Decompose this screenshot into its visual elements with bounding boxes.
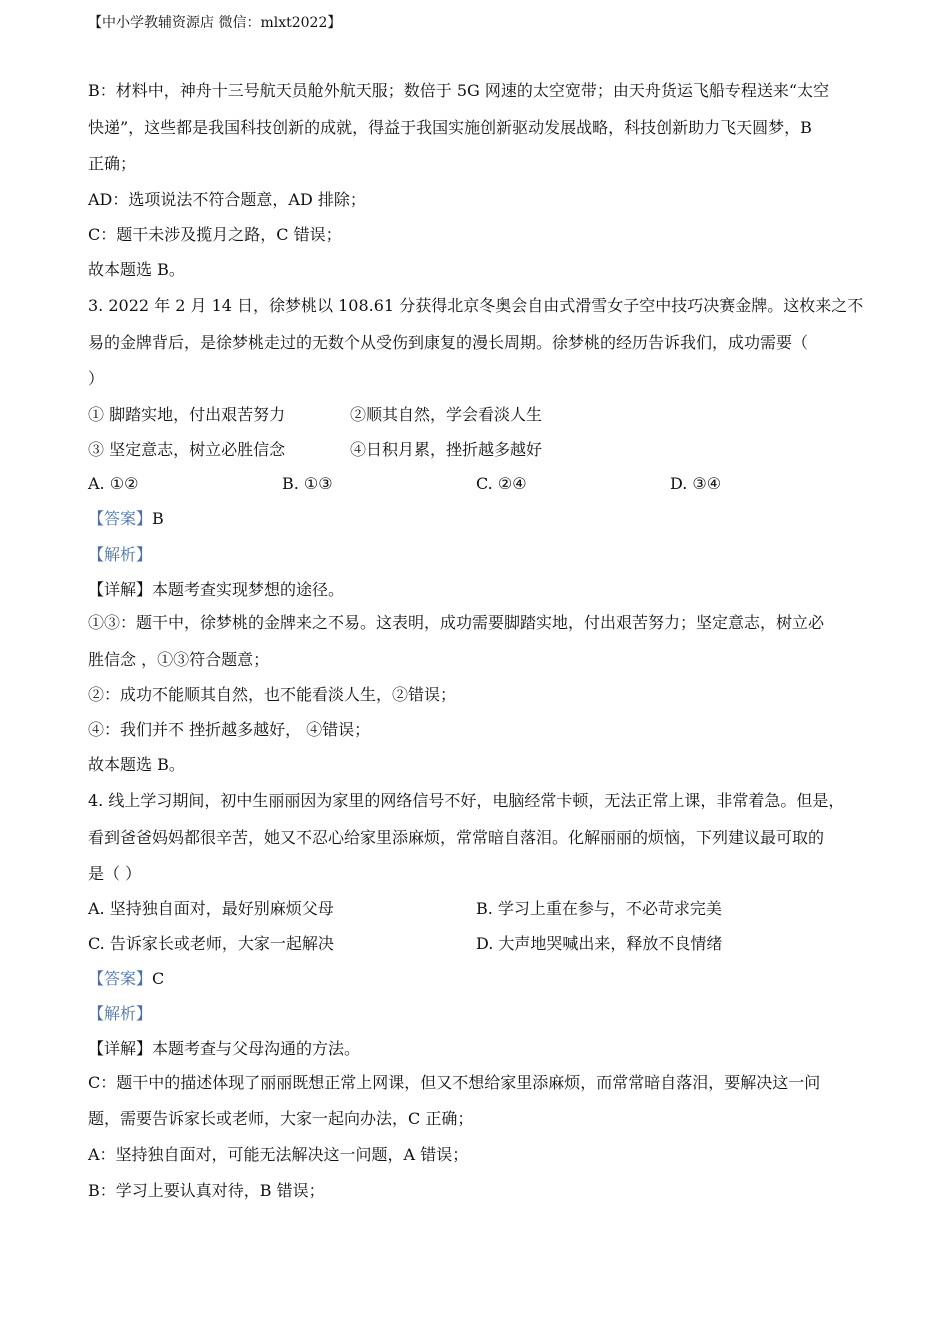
q4-option-c: C. 告诉家长或老师，大家一起解决 xyxy=(88,934,334,953)
q4-stem-line1: 4. 线上学习期间，初中生丽丽因为家里的网络信号不好，电脑经常卡顿，无法正常上课，非常着急。但是， xyxy=(88,791,845,810)
q4-explanation-c-line2: 题，需要告诉家长或老师，大家一起向办法，C 正确； xyxy=(88,1109,474,1128)
page-header: 【中小学教辅资源店 微信：mlxt2022】 xyxy=(88,15,342,31)
q3-answer-label: 【答案】 xyxy=(88,509,153,528)
q4-stem-line2: 看到爸爸妈妈都很辛苦，她又不忍心给家里添麻烦，常常暗自落泪。化解丽丽的烦恼，下列建议最可取的 xyxy=(88,828,825,847)
q3-option-b: B. ①③ xyxy=(282,474,333,493)
q4-explanation-a: A：坚持独自面对，可能无法解决这一问题，A 错误； xyxy=(88,1145,469,1164)
q3-explanation-13-line2: 胜信念 ，①③符合题意； xyxy=(88,650,270,669)
q3-stem-line2: 易的金牌背后，是徐梦桃走过的无数个从受伤到康复的漫长周期。徐梦桃的经历告诉我们，成功需要（ xyxy=(88,333,809,352)
q3-answer-value: B xyxy=(152,509,164,528)
q4-option-d: D. 大声地哭喊出来，释放不良情绪 xyxy=(476,934,723,953)
q2-explanation-ad: AD：选项说法不符合题意，AD 排除； xyxy=(88,190,366,209)
q4-answer-value: C xyxy=(152,969,165,988)
q2-explanation-b-line1: B：材料中，神舟十三号航天员舱外航天服；数倍于 5G 网速的太空宽带；由天舟货运飞船专程送来“太空 xyxy=(88,81,830,100)
q3-option-c: C. ②④ xyxy=(476,474,527,493)
q3-stem-line3: ） xyxy=(88,369,105,388)
q3-item-1: ① 脚踏实地，付出艰苦努力 xyxy=(88,405,286,424)
q3-analysis-label: 【解析】 xyxy=(88,545,153,564)
q3-option-a: A. ①② xyxy=(88,474,139,493)
q3-item-4: ④日积月累，挫折越多越好 xyxy=(350,440,543,459)
q4-answer xyxy=(88,968,164,990)
q4-answer-label: 【答案】 xyxy=(88,969,153,988)
q2-explanation-c: C：题干未涉及揽月之路，C 错误； xyxy=(88,225,342,244)
q2-conclusion: 故本题选 B。 xyxy=(88,260,185,279)
q4-explanation-b: B：学习上要认真对待，B 错误； xyxy=(88,1181,325,1200)
q3-explanation-13-line1: ①③：题干中，徐梦桃的金牌来之不易。这表明，成功需要脚踏实地，付出艰苦努力；坚定意志，树立必 xyxy=(88,613,825,632)
q4-stem-line3: 是（ ） xyxy=(88,864,142,883)
q3-explanation-2: ②：成功不能顺其自然，也不能看淡人生，②错误； xyxy=(88,685,457,704)
q3-detail: 【详解】本题考查实现梦想的途径。 xyxy=(88,580,345,599)
q4-explanation-c-line1: C：题干中的描述体现了丽丽既想正常上网课，但又不想给家里添麻烦，而常常暗自落泪，要解决这一问 xyxy=(88,1073,821,1092)
q3-option-d: D. ③④ xyxy=(670,474,722,493)
q4-option-b: B. 学习上重在参与，不必苛求完美 xyxy=(476,899,722,918)
q2-explanation-b-line2: 快递”，这些都是我国科技创新的成就，得益于我国实施创新驱动发展战略，科技创新助力飞天圆梦，B xyxy=(88,118,812,137)
q3-explanation-4: ④：我们并不 挫折越多越好， ④错误； xyxy=(88,720,371,739)
q3-answer xyxy=(88,508,164,530)
q4-detail: 【详解】本题考查与父母沟通的方法。 xyxy=(88,1039,361,1058)
q3-item-2: ②顺其自然，学会看淡人生 xyxy=(350,405,543,424)
q3-item-3: ③ 坚定意志，树立必胜信念 xyxy=(88,440,286,459)
q3-stem-line1: 3. 2022 年 2 月 14 日，徐梦桃以 108.61 分获得北京冬奥会自由式滑雪女子空中技巧决赛金牌。这枚来之不 xyxy=(88,296,864,315)
q3-conclusion: 故本题选 B。 xyxy=(88,755,185,774)
q2-explanation-b-line3: 正确； xyxy=(88,154,137,173)
q4-option-a: A. 坚持独自面对，最好别麻烦父母 xyxy=(88,899,334,918)
q4-analysis-label: 【解析】 xyxy=(88,1004,153,1023)
